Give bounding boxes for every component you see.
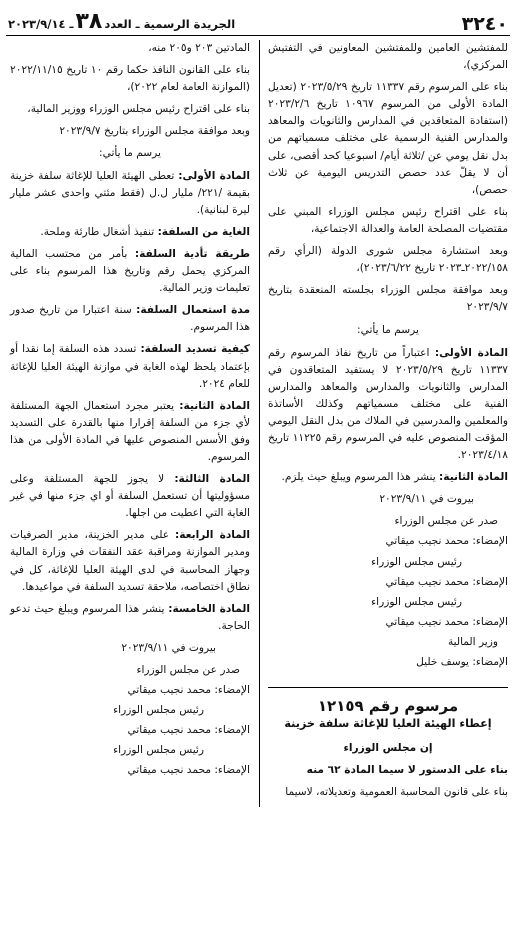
paragraph: وبعد موافقة مجلس الوزراء بتاريخ ٢٠٢٣/٩/٧	[59, 125, 250, 138]
article-text: يعتبر مجرد استعمال الجهة المستلفة لأي جزء من السلفة إقرارا منها بالقدرة على التسديد وفق الأسس المنصوص عليها في المادة الأولى من هذا المرسوم.	[10, 399, 250, 463]
signature-line: وزير المالية	[447, 635, 498, 648]
signature-line: رئيس مجلس الوزراء	[113, 744, 204, 757]
article-label: المادة الأولى:	[434, 346, 508, 359]
article-label: المادة الرابعة:	[174, 529, 250, 542]
legal-basis: بناء على الدستور لا سيما المادة ٦٢ منه	[306, 764, 508, 777]
clause-label: كيفية تسديد السلفة:	[140, 343, 250, 356]
article-label: المادة الأولى:	[178, 169, 250, 182]
paragraph: للمفتشين العامين وللمفتشين المعاونين في التفتيش المركزي)،	[268, 42, 508, 72]
article-4	[10, 527, 250, 595]
article-label: المادة الثالثة:	[174, 473, 250, 486]
article-3	[10, 471, 250, 522]
article-2	[268, 469, 508, 486]
signature-line: صدر عن مجلس الوزراء	[136, 664, 240, 676]
article-label: المادة الخامسة:	[168, 602, 250, 615]
place-date: بيروت في ٢٠٢٣/٩/١١	[379, 493, 474, 506]
council-heading: إن مجلس الوزراء	[343, 742, 433, 755]
signature-line: رئيس مجلس الوزراء	[371, 595, 462, 608]
signature-line: الإمضاء: محمد نجيب ميقاتي	[127, 684, 250, 697]
right-column	[259, 40, 510, 807]
clause-text: تنفيذ أشغال طارئة وملحة.	[40, 225, 155, 238]
signature-line: الإمضاء: محمد نجيب ميقاتي	[385, 535, 508, 548]
paragraph: وبعد استشارة مجلس شورى الدولة (الرأي رقم ٢٠٢٢/١٥٨ـ٢٠٢٣ تاريخ ٢٠٢٣/٦/٢٢)،	[268, 245, 508, 275]
decrees-heading: يرسم ما يأتي:	[357, 324, 419, 337]
decree-title: مرسوم رقم ١٢١٥٩	[268, 687, 508, 715]
article-text: على مدير الخزينة، مدير الصرفيات ومدير الموازنة ومراقبة عقد النفقات في وزارة المالية وجهاز المحاسبة في لدى الهيئة العليا للإغاثة، كل في نطاق اختصاصه، ملاحقة تسديد السلفة في مواعيدها.	[10, 529, 250, 593]
clause-text: بأمر من محتسب المالية المركزي يحمل رقم وتاريخ هذا المرسوم بناء على تعليمات وزير المالية.	[10, 247, 250, 295]
decrees-heading: يرسم ما يأتي:	[99, 147, 161, 160]
article-text: لا يجوز للجهة المستلفة وعلى مسؤوليتها أن تستعمل السلفة أو اي جزء منها في غير الغاية التي اعطيت من اجلها.	[10, 473, 250, 520]
article-1	[268, 345, 508, 465]
page-header	[6, 6, 510, 36]
left-column	[8, 40, 259, 807]
signature-line: رئيس مجلس الوزراء	[371, 555, 462, 568]
signature-line: الإمضاء: محمد نجيب ميقاتي	[385, 615, 508, 628]
article-2	[10, 398, 250, 466]
signature-line: صدر عن مجلس الوزراء	[394, 515, 498, 528]
clause-text: سنة اعتبارا من تاريخ صدور هذا المرسوم.	[10, 304, 250, 334]
article-text: تعطى الهيئة العليا للإغاثة سلفة خزينة بقيمة /٢٢١/ مليار ل.ل (فقط مئتي واحدى عشر مليار ليرة لبنانية).	[10, 169, 250, 216]
paragraph: بناء على القانون النافذ حكما رقم ١٠ تاريخ ٢٠٢٢/١١/١٥ (الموازنة العامة لعام ٢٠٢٢)،	[10, 64, 250, 94]
article-text: ينشر هذا المرسوم ويبلغ حيث يلزم.	[281, 471, 436, 484]
clause-label: طريقة تأدية السلفة:	[134, 247, 250, 260]
issue-date: ـ ٢٠٢٣/٩/١٤	[8, 16, 74, 31]
article-1	[10, 168, 250, 219]
article-label: المادة الثانية:	[179, 399, 250, 412]
paragraph: بناء على اقتراح رئيس مجلس الوزراء ووزير المالية،	[27, 103, 250, 116]
paragraph: بناء على اقتراح رئيس مجلس الوزراء المبني على مقتضيات المصلحة العامة والعدالة الاجتماعية،	[268, 205, 508, 235]
clause-period	[10, 302, 250, 336]
signature-line: الإمضاء: محمد نجيب ميقاتي	[385, 575, 508, 588]
gazette-masthead	[8, 11, 235, 33]
signature-line: الإمضاء: يوسف خليل	[416, 656, 508, 668]
clause-label: مدة استعمال السلفة:	[136, 304, 250, 317]
clause-text: تسدد هذه السلفة إما نقدا أو بإعتماد يلحظ لهذه الغاية في موازنة الهيئة العليا للإغاثة للعام ٢٠٢٤.	[10, 343, 250, 390]
clause-payment	[10, 246, 250, 297]
signature-line: الإمضاء: محمد نجيب ميقاتي	[127, 764, 250, 777]
paragraph: بناء على المرسوم رقم ١١٣٣٧ تاريخ ٢٠٢٣/٥/٢٩ (تعديل المادة الأولى من المرسوم ١٠٩٦٧ تاريخ ٢٠٢٣/٢/٦ (استفادة المتعاقدين في المدارس والثانويات والمعاهد والمدارس الفنية الرسمية على مختلف مسمياتهم من بدل نقل يومي عن /ثلاثة أيام/ اسبوعيا كحد أقصى، على أن لا يقلّ عدد حصص التدريس اليومية عن ثلاث حصص)،	[268, 81, 508, 196]
article-text: اعتباراً من تاريخ نفاذ المرسوم رقم ١١٣٣٧ تاريخ ٢٠٢٣/٥/٢٩ لا يستفيد المتعاقدون في المدارس والثانويات والمدارس والمعاهد والمدارس الفنية على مختلف مسمياتهم وكذلك الأساتذة والمعلمين والمدرسين في الملاك من بدل النقل اليومي المؤقت المنصوص عليه في المرسوم رقم ١١٢٢٥ تاريخ ٢٠٢٣/٤/١٨.	[268, 346, 509, 462]
signature-line: الإمضاء: محمد نجيب ميقاتي	[127, 724, 250, 737]
clause-repayment	[10, 341, 250, 392]
paragraph: المادتين ٢٠٣ و٢٠٥ منه،	[148, 42, 250, 54]
paragraph: وبعد موافقة مجلس الوزراء بجلسته المنعقدة بتاريخ ٢٠٢٣/٩/٧	[268, 284, 508, 314]
page-number: ٣٢٤٠	[461, 12, 508, 35]
article-label: المادة الثانية:	[439, 471, 508, 484]
signature-line: رئيس مجلس الوزراء	[113, 704, 204, 717]
decree-subject: إعطاء الهيئة العليا للإغاثة سلفة خزينة	[284, 717, 492, 731]
legal-basis: بناء على قانون المحاسبة العمومية وتعديلاته، لاسيما	[285, 786, 508, 799]
columns	[6, 40, 510, 807]
place-date: بيروت في ٢٠٢٣/٩/١١	[121, 641, 216, 654]
article-text: ينشر هذا المرسوم ويبلغ حيث تدعو الحاجة.	[10, 602, 250, 632]
clause-label: الغاية من السلفة:	[157, 225, 250, 238]
issue-number: ٣٨	[75, 9, 103, 34]
gazette-name: الجريدة الرسمية ـ العدد	[104, 16, 236, 31]
article-5	[10, 601, 250, 635]
clause-purpose	[10, 224, 250, 241]
